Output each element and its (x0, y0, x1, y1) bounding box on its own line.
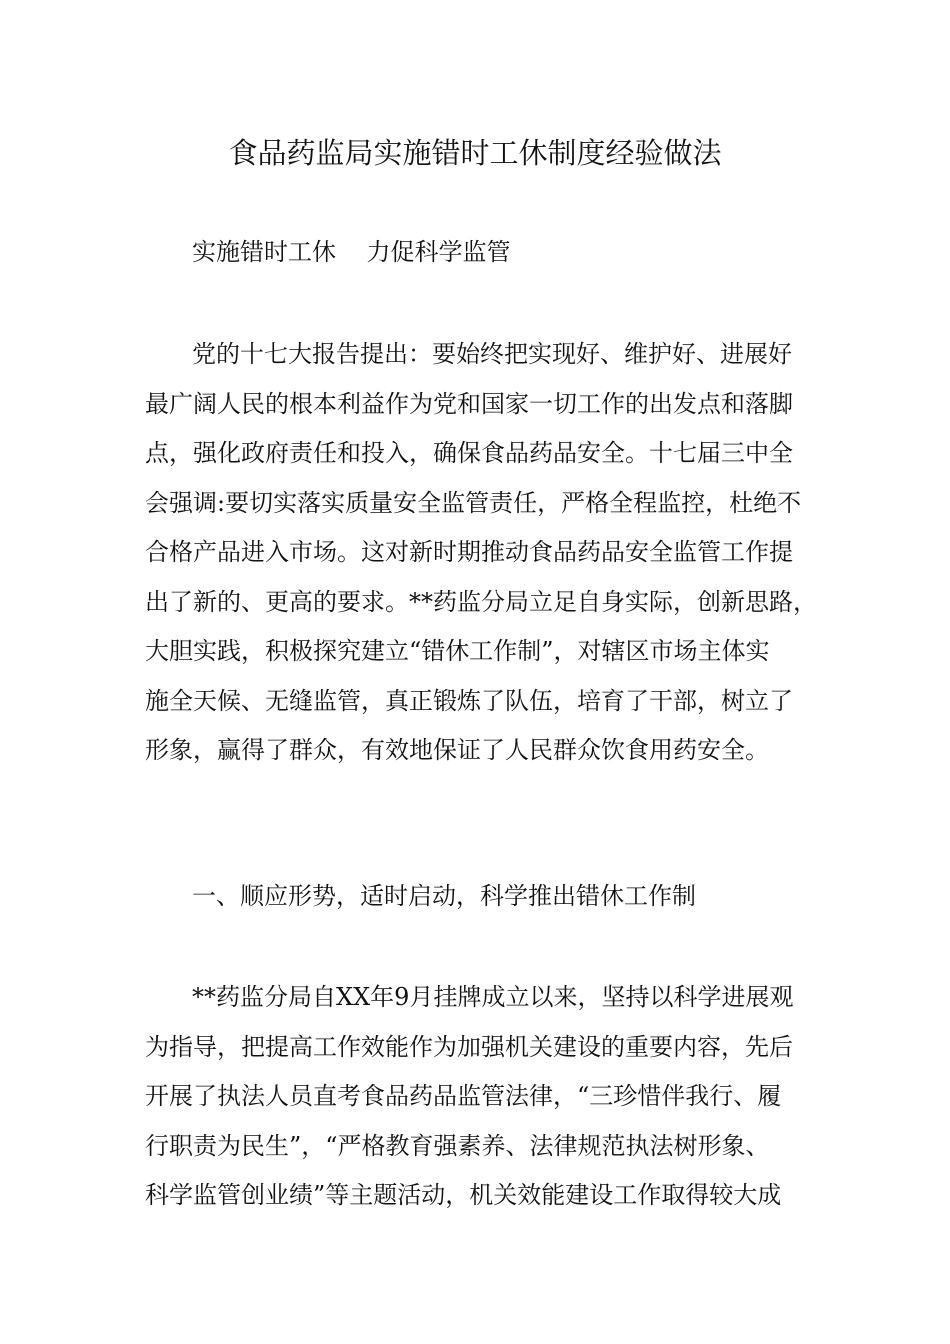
paragraph-line: 行职责为民生”，“严格教育强素养、法律规范执法树形象、 (145, 1131, 770, 1160)
paragraph-line: 形象，赢得了群众，有效地保证了人民群众饮食用药安全。 (145, 736, 769, 764)
paragraph-section1 (145, 973, 825, 1221)
paragraph-line: 最广阔人民的根本利益作为党和国家一切工作的出发点和落脚 (145, 389, 793, 418)
paragraph-line: 科学监管创业绩”等主题活动，机关效能建设工作取得较大成 (145, 1181, 782, 1209)
section-heading: 一、顺应形势，适时启动，科学推出错休工作制 (192, 882, 696, 910)
paragraph-line: 会强调:要切实落实质量安全监管责任，严格全程监控，杜绝不 (145, 488, 802, 517)
paragraph-line: 合格产品进入市场。这对新时期推动食品药品安全监管工作提 (145, 538, 793, 566)
paragraph-line: 为指导，把提高工作效能作为加强机关建设的重要内容，先后 (145, 1032, 793, 1061)
paragraph-line: 出了新的、更高的要求。**药监分局立足自身实际，创新思路， (145, 587, 817, 616)
paragraph-line: 施全天候、无缝监管，真正锻炼了队伍，培育了干部，树立了 (145, 686, 793, 715)
document-title: 食品药监局实施错时工休制度经验做法 (228, 136, 722, 170)
paragraph-intro (145, 330, 825, 776)
paragraph-line: 大胆实践，积极探究建立“错休工作制”，对辖区市场主体实 (145, 637, 770, 665)
paragraph-line: 党的十七大报告提出：要始终把实现好、维护好、进展好 (192, 340, 792, 368)
paragraph-line: 点，强化政府责任和投入，确保食品药品安全。十七届三中全 (145, 439, 793, 467)
paragraph-line: 开展了执法人员直考食品药品监管法律，“三珍惜伴我行、履 (145, 1082, 782, 1110)
document-subtitle: 实施错时工休 力促科学监管 (192, 238, 511, 266)
paragraph-line: **药监分局自XX年9月挂牌成立以来，坚持以科学进展观 (192, 983, 794, 1011)
